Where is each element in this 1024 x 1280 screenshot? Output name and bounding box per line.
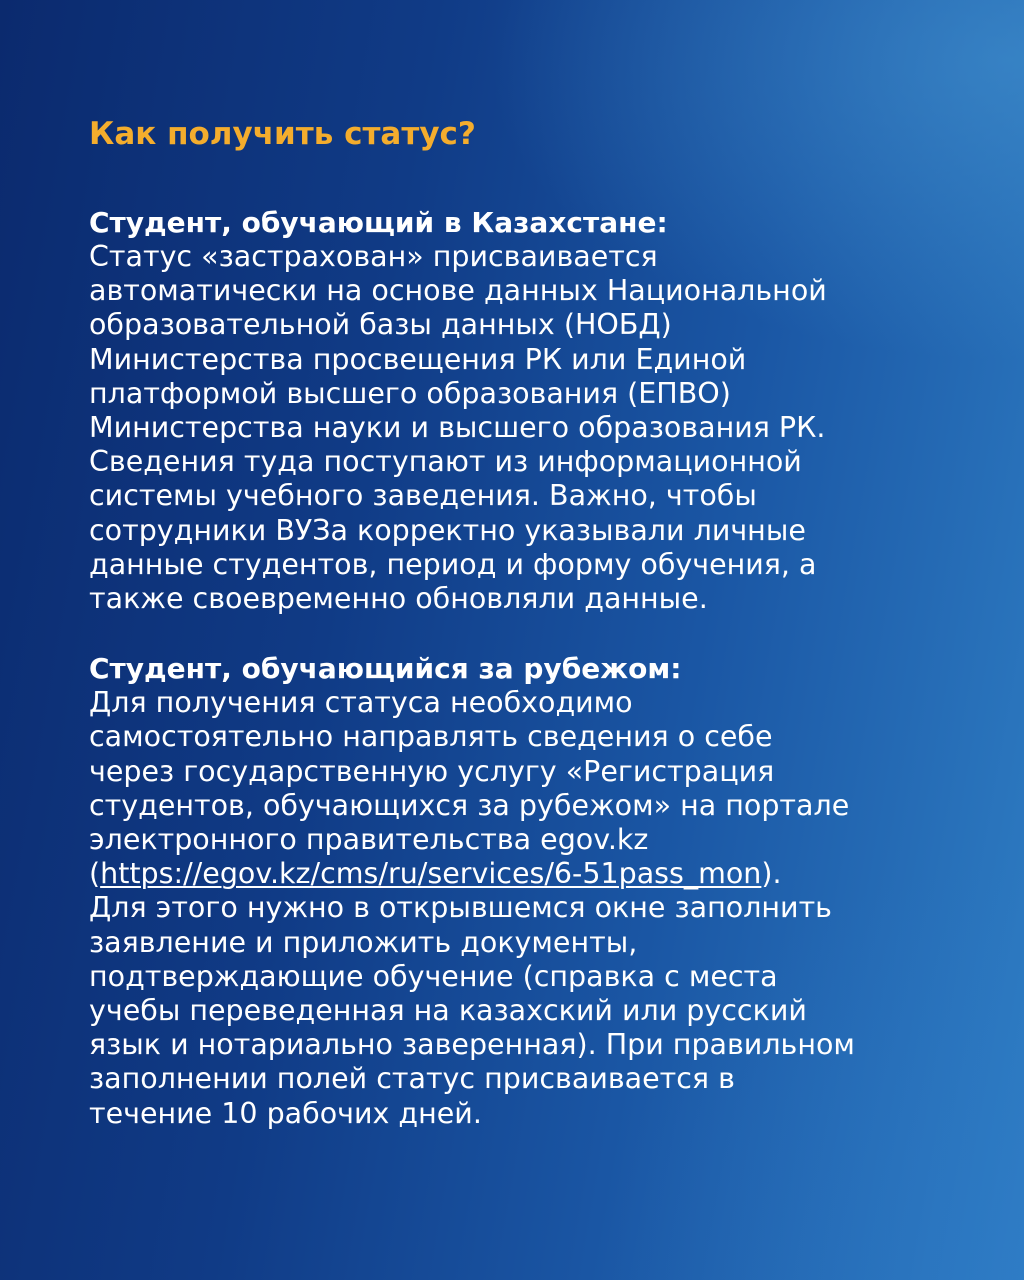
abroad-text-after-link: ). Для этого нужно в открывшемся окне заполнить заявление и приложить документы, подтверждающие обучение (справка с места учебы переведенная на казахский или русский язык и нотариально заверенная). При правильном заполнении полей статус присваивается в течение 10 рабочих дней. (89, 857, 855, 1130)
section-kazakhstan-students (89, 206, 989, 616)
content-block (89, 112, 989, 1167)
egov-service-link[interactable]: https://egov.kz/cms/ru/services/6-51pass_mon (100, 857, 762, 891)
page-title: Как получить статус? (89, 116, 476, 152)
abroad-text-before-link: Для получения статуса необходимо самостоятельно направлять сведения о себе через государственную услугу «Регистрация студентов, обучающихся за рубежом» на портале электронного правительства egov.kz ( (89, 686, 850, 891)
section-abroad-students (89, 652, 989, 1131)
section-body-abroad (89, 686, 989, 1131)
section-heading-abroad: Студент, обучающийся за рубежом: (89, 652, 682, 686)
section-body-kazakhstan: Статус «застрахован» присваивается автоматически на основе данных Национальной образовательной базы данных (НОБД) Министерства просвещения РК или Единой платформой высшего образования (ЕПВО) Министерства науки и высшего образования РК. Сведения туда поступают из информационной системы учебного заведения. Важно, чтобы сотрудники ВУЗа корректно указывали личные данные студентов, период и форму обучения, а также своевременно обновляли данные. (89, 240, 827, 616)
section-heading-kazakhstan: Студент, обучающий в Казахстане: (89, 206, 668, 239)
